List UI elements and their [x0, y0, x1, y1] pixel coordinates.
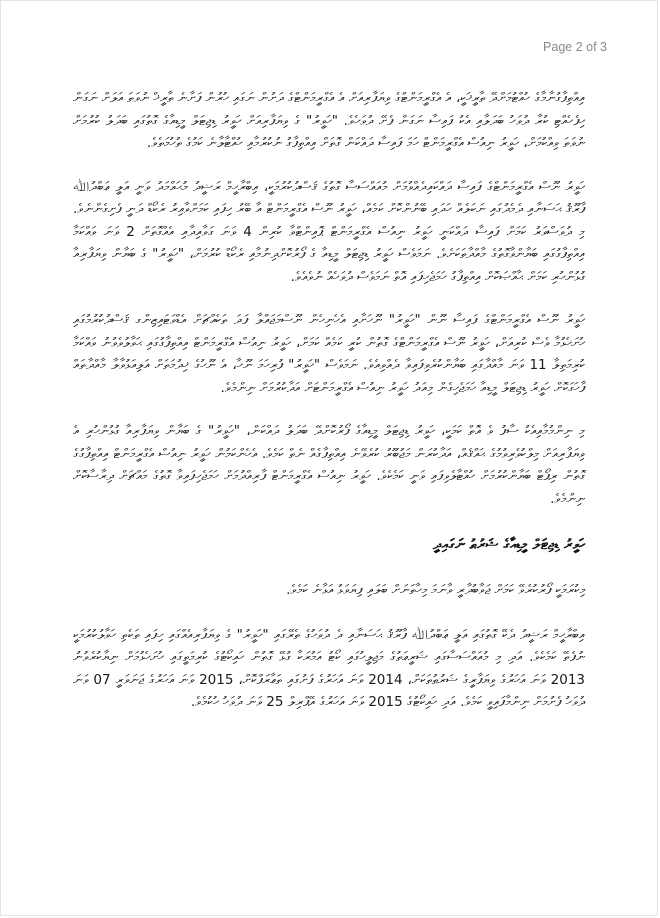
page-number: Page 2 of 3 — [543, 40, 607, 54]
document-body — [73, 87, 585, 714]
paragraph-1: އިއްތިފާގުނާމާގެ ހުއްޓުމަށްދޭ ތާރީޚަކީ، އެ އެގްރީމަންޓްގެ ވިޔަފާރިއަށް އެ އެގްރީމަންޓްގެ ދަށުން ނަގައި ހުރުން ފަށާނެ ތާރީޚް ނުވަތަ އަލަށް ނަގަން ހިފެހެއްޓި ކުރާ ދުވަހު ބަދަލާއި އެކު ފައިސާ ނަގަން ފެށޭ ދުވަހެވެ. "ހަވީރު" ގެ ވިޔަފާރިއަށް ހަވީރު ޑިޖިޓަލް މީޑިއާގެ ގޮތުގައި ބަދަލު ކުރުމަށް ނުވަތަ ވިއްކުމަށް، ހަވީރު ނިއުސް އެގްރީމަންޓް ހަމަ ފައިސާ ދައްކަން ގޮތަށް އިއްތިފާގު ނުކުރުމާއި ހުއްޓާލާނެ ކަމުގެ ތުހުމަތެވެ. — [73, 90, 585, 151]
paragraph-5: މިކުރަމަކީ ފޯރުކުރެވޭ ކަމަށް ޖަވާބުދާރީ ވާނަމަ މިހާތަނަށް ބަލައި ފިޔަވަޅު އަޅާނެ ކަމެވެ. — [286, 582, 585, 598]
paragraph-3: ހަވީރު ނޫސް އެގްރީމަންޓްގެ ފައިސާ ނޫން "ހަވީރު" ނޫހަށާއި އެހެނިހެން ނޫސްމަޖައްލާ ފަދަ ތަކެއްޗަށް އެޑްވަޓައިޒިންގ ޤަސްދުކުރުމުގައި ހުށަހެޅުމާ ވެސް ކުރިއަށް، ހަވީރު ނޫސް އެގްރީމަންޓްގެ ގޮތުން ކުރީ ކަމެއް ކަމަށް، ހަވީރު ނިއުސް އެގްރީމަންޓް އިއްތިފާގުގައި ޙަވާލުވެވުނު ވައްކަމާ ކުރިމަތިލާ 11 ވަނަ މާއްދާގައި ބަޔާންކުރެވިފައިވާ ދެއްވިއެވެ. ނަމަވެސް "ހަވީރު" ފުރިހަމަ ނޫހާ، އެ ނޫހުގެ ޚިދުމަތަށް އަލިއަޅުވާލާ މާއްދާތައް ފާހަގަކޮށް ހަވީރު ޑިޖިޓަލް މީޑިއާ ހަމަޖެހިގެން މިއަދު ހަވީރު ނިއުސް އެގްރީމަންޓަށް އަދާކުރުމަށް ނިންމެވެ. — [73, 312, 586, 396]
paragraph-6: އިބްރާހީމް ރަޝީދު ދެކޭ ގޮތުގައި އަލީ ޢަބްދުﷲ ފާރޫޤު ޙަސަނާއި ދެ ދުވަހުގެ ތެރޭގައި "ހަވީރު" ގެ ވިޔަފާރިއެއްގައި ހިފައި ތަކެތި ހަވާލުކުރުމަކީ ނުފެތޭ ކަމެކެވެ. އަދި މި މުއައްސަސާގައި ޝަރީޢަތުގެ މަޖިލީހުގައި ކޯޓު އަމުރަކާ ގުޅޭ ގޮތުން ހައިކޯޓުގެ ކުރިމަތީގައި ހުށަހެޅުމަށް ނިޔާކުރެވުނު 2013 ވަނަ އަހަރުގެ ވިޔަފާރީގެ ޝަރުޠުތަކަށް، 2014 ވަނަ އަހަރުގެ ފަށުގައި ތަޢާރަފްކޮށް، 2015 ވަނަ އަހަރުގެ ޖަނަވަރީ 07 ވަނަ ދުވަހު ފެށުމަށް ނިންމާފައިވީ ކަމެވެ. އަދި ހައިކޯޓުގެ 2015 ވަނަ އަހަރުގެ އޭޕްރިލް 25 ވަނަ ދުވަހު ހުކުމެވެ. — [73, 626, 585, 710]
section-heading: ހަވީރު ޑިޖިޓަލް މީޑިއާގެ ޝަރުޠު ނަގައިދީ — [432, 537, 585, 553]
paragraph-2: ހަވީރު ނޫސް އެގްރީމަންޓްގެ ފައިސާ ދައްކައިދެއްވުމަށް މުއައްސަސާ ގޮތުގެ ޤަސްދުކުރުމަކީ، އިބްރާހީމް ރަޝީދު މުޙައްމަދު ވަނީ އަލީ ޢަބްދުﷲ ފާރޫޤު ޙަސަނާއި ދެމެދުގައި ނަކަލެއް ހަދައި ބޭނުންކޮށް ކަމެއް، ހަވީރު ނޫސް އެގްރީމަންޓް އާ ބޭރު ހިފައި ކަމަށްވާއިރު ރެކޯޑް ދަނީ ފެށިގެންނެވެ. މި ދުވަސްވަރު ކަމަށް ފައިސާ ދައްކަނީ ހަވީރު ނިއުސް އެގްރީމަންޓް ޕޮއިންޓްވާ ކުރިން 4 ވަނަ ގަވާއިދާއި އެއްގޮތަށް 2 ވަނަ ވައްކަމާ އިއްތިފާގުގައި ބަޔާންވާގޮތުގެ މާއްދާތަކަށެވެ. ނަމަވެސް ހަވީރު ޑިޖިޓަލް މީޑިއާ ގެ ފޯރުކޮށްދިނުމާއި ރެކޯޑް ކުރުމަށް، "ހަވީރު" ގެ ބަޔާން ވިޔަފާރިއާ ގުޅުންހުރި ކަމަށް ޙާއްޞަކޮށް އިއްތިފާގު ހަމަޖެހިފައި އޮތް ނަމަވެސް ދުވަހެއް ނުވެއެވެ. — [73, 178, 585, 285]
paragraph-4: މި ނިންމުމާއިއެކު ސާފު ވެ އޮތް ކަމަކީ، ހަވީރު ޑިޖިޓަލް މީޑިއާގެ ފޯރުކޮށްދޭ ބަދަލު ދައްކަން، "ހަވީރު" ގެ ބަޔާން ވިޔަފާރިއާ ގުޅުންހުރި އެ ވިޔަފާރިއަށް މިލްކުވެރިވުމުގެ ޙައްޤެއް، އަދާކުރަން މަޖުބޫރު ކުރެވޭނެ އިއްތިފާގެއް ނެތް ކަމެވެ. އެހެންކަމުން ހަވީރު ނިއުސް އެގްރީމަންޓް އިއްތިފާގުގެ ގޮތުން ރިޕޯޓް ބަޔާންކުރުމަށް ހުއްޓާލެވިފައި ވަނީ ކަމެކެވެ. ހަވީރު ނިއުސް އެގްރީމަންޓް ފާރިއްދުމަށް ހަމަޖެހިފައިވާ ގޮތުގެ މައްޗަށް ދިރާސާކޮށް ނިންމެވެ. — [73, 423, 585, 507]
